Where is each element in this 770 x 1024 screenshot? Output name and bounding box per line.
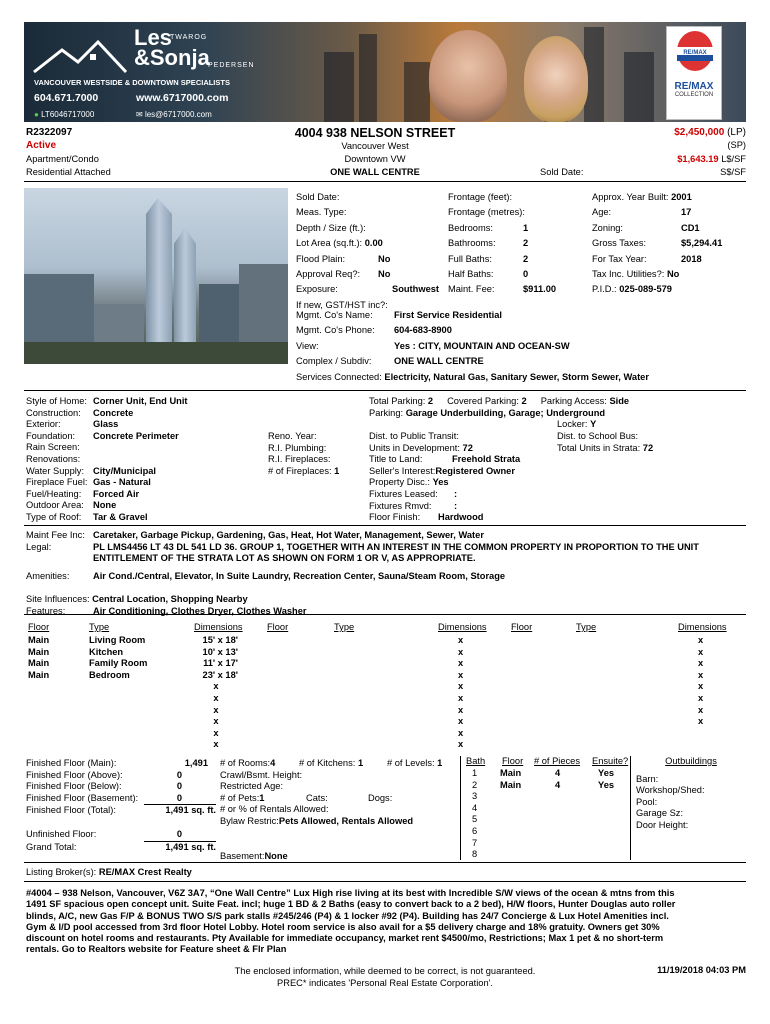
surname-twarog: TWAROG xyxy=(170,34,208,41)
agent-email: ✉ les@6717000.com xyxy=(136,110,212,119)
sold-price-per-sf: S$/SF xyxy=(720,167,746,177)
list-price: $2,450,000 (LP) xyxy=(674,127,746,138)
price-per-sf: $1,643.19 L$/SF xyxy=(677,154,746,164)
complex-name: ONE WALL CENTRE xyxy=(330,167,420,177)
room-row: Main xyxy=(28,635,50,645)
print-date: 11/19/2018 04:03 PM xyxy=(657,965,746,975)
agent-photo-sonja xyxy=(524,36,588,122)
agent-phone: 604.671.7000 xyxy=(34,92,99,104)
address: 4004 938 NELSON STREET xyxy=(294,126,456,140)
fees-legal: Maint Fee Inc: Caretaker, Garbage Pickup, Gardening, Gas, Heat, Hot Water, Management, Sewer, Water Legal: PL LMS4456 LT 43 DL 541 LD 36. GROUP 1, TOGETHER WITH AN INTEREST IN THE COMMON PROPERTY IN PROPORTION TO THE UNIT ENTITLEMENT OF THE STRATA LOT AS SHOWN ON FORM 1 OR V, AS APPROPRIATE. Amenities: Air Cond./Central, Elevator, In Suite Laundry, Recreation Center, Sauna/Steam Room, Storage Site Influences: Central Location, Shopping Nearby Features: Air Conditioning, Clothes Dryer, Clothes Washer xyxy=(26,530,699,616)
disclaimer: The enclosed information, while deemed to be correct, is not guaranteed. PREC* indicates 'Personal Real Estate Corporation'. xyxy=(234,966,536,988)
locker-info: Locker: Y xyxy=(557,419,597,429)
sold-date-label: Sold Date: xyxy=(540,167,584,177)
balloon-icon xyxy=(667,27,723,79)
summary-col3: Approx. Year Built: 2001 Age: 17 Zoning: CD1 Gross Taxes: $5,294.41 For Tax Year: 2018 Tax Inc. Utilities?: No P.I.D.: 025-089-579 xyxy=(592,192,723,295)
subarea: Downtown VW xyxy=(344,154,406,164)
room-counts: # of Rooms:4 # of Kitchens: 1 # of Levels: 1 Crawl/Bsmt. Height: Restricted Age: # of Pets:1 Cats: Dogs: # or % of Rentals Allowed: Bylaw Restric:Pets Allowed, Rentals Allowed Basement:None xyxy=(220,758,443,862)
rooms-table: Floor Type Dimensions Floor Type Dimensions Floor Type Dimensions Main Main Main Main Living Room Kitchen Family Room Bedroom 15' x 18' 10' x 13' 11' x 17' 23' x 18' x x x x x x x x x x x x x x x x x x x x x x x x xyxy=(28,622,727,750)
summary-wide: Mgmt. Co's Name: First Service Residential Mgmt. Co's Phone: 604-683-8900 View: Yes : CITY, MOUNTAIN AND OCEAN-SW Complex / Subdiv: ONE WALL CENTRE Services Connected: Electricity, Natural Gas, Sanitary Sewer, Storm Sewer, Water xyxy=(296,310,649,382)
agent-photo-les xyxy=(429,30,507,122)
svg-text:RE/MAX: RE/MAX xyxy=(683,50,707,56)
tagline: VANCOUVER WESTSIDE & DOWNTOWN SPECIALISTS xyxy=(34,78,230,87)
bath-table: Bath Floor # of Pieces Ensuite? 1 Main 4 Yes 2 Main 4 Yes 3 4 5 6 7 8 xyxy=(466,756,629,860)
room-row: Main xyxy=(28,669,50,680)
brand-name: Les &Sonja xyxy=(134,25,210,70)
listing-broker: Listing Broker(s): RE/MAX Crest Realty xyxy=(26,867,192,877)
details-right: Dist. to Public Transit: Units in Development: 72 Title to Land: Freehold Strata Seller's Interest:Registered Owner Property Disc.: Yes Fixtures Leased: : Fixtures Rmvd: : Floor Finish: Hardwood xyxy=(369,431,521,523)
header-banner xyxy=(24,22,746,122)
property-type: Apartment/Condo xyxy=(26,154,99,164)
house-logo-icon xyxy=(32,32,128,76)
agent-website: www.6717000.com xyxy=(136,92,229,104)
summary-col1: Sold Date: Meas. Type: Depth / Size (ft.): Lot Area (sq.ft.): 0.00 Flood Plain: No Approval Req?: No Exposure: Southwest If new, GST/HST inc?: xyxy=(296,192,440,310)
wechat-id: ● LT6046717000 xyxy=(34,110,95,119)
listing-status: Active xyxy=(26,140,57,151)
room-row: Main xyxy=(28,646,50,657)
listing-id: R2322097 xyxy=(26,127,73,138)
remax-logo: RE/MAX RE/MAX COLLECTION xyxy=(666,26,722,120)
mail-icon: ✉ xyxy=(136,110,143,119)
surname-pedersen: PEDERSEN xyxy=(208,62,255,69)
details-mid: Reno. Year: R.I. Plumbing: R.I. Fireplaces: # of Fireplaces: 1 xyxy=(268,431,340,476)
public-remarks: #4004 – 938 Nelson, Vancouver, V6Z 3A7, “One Wall Centre” Lux High rise living at its best with Incredible S/W views of the ocean & mtns from this 1491 SF spacious open concept unit. Suite Feat. incl; huge 1 BD & 2 Baths (easy to convert back to a 2 bed), H/W floors, Hunter Douglas auto roller blinds, A/C, new Gas F/P & BONUS TWO S/S park stalls #245/246 (P4) & 1 locker #92 (P4). Building has 24/7 Concierge & Lux Hotel Amenities incl. Gym & I/D pool accessed from 3rd floor Hotel Lobby. Hotel room service is also avail for a $5 delivery charge and 18% gratuity. Owners get 30% discount on hotel rooms and restaurants. Pty Available for immediate occupancy, market rent $4500/mo, Restrictions; Max 1 pet & no short-term rentals. Go to Realtors website for Feature sheet & Flr Plan xyxy=(26,888,676,955)
details-far-right: Dist. to School Bus: Total Units in Strata: 72 xyxy=(557,431,654,453)
floor-areas: Finished Floor (Main): 1,491 Finished Floor (Above): 0 Finished Floor (Below): 0 Finished Floor (Basement): 0 Finished Floor (Total): 1,491 sq. ft. Unfinished Floor: 0 Grand Total: 1,491 sq. ft. xyxy=(26,758,216,852)
wechat-icon: ● xyxy=(34,110,39,119)
area: Vancouver West xyxy=(341,141,409,151)
property-subtype: Residential Attached xyxy=(26,167,111,177)
summary-col2: Frontage (feet): Frontage (metres): Bedrooms: 1 Bathrooms: 2 Full Baths: 2 Half Baths: 0 Maint. Fee: $911.00 xyxy=(448,192,557,295)
details-left: Style of Home: Corner Unit, End Unit Construction: Concrete Exterior: Glass Foundation: Concrete Perimeter Rain Screen: Renovations: Water Supply: City/Municipal Fireplace Fuel: Gas - Natural Fuel/Heating: Forced Air Outdoor Area: None Type of Roof: Tar & Gravel xyxy=(26,396,188,522)
parking-info: Total Parking: 2 Covered Parking: 2 Parking Access: Side Parking: Garage Underbuilding, Garage; Underground xyxy=(369,396,630,418)
property-photo xyxy=(24,188,288,364)
sold-price: (SP) xyxy=(727,140,746,150)
room-row: Main xyxy=(28,658,50,669)
outbuildings: Outbuildings Barn: Workshop/Shed: Pool: Garage Sz: Door Height: xyxy=(636,756,717,830)
